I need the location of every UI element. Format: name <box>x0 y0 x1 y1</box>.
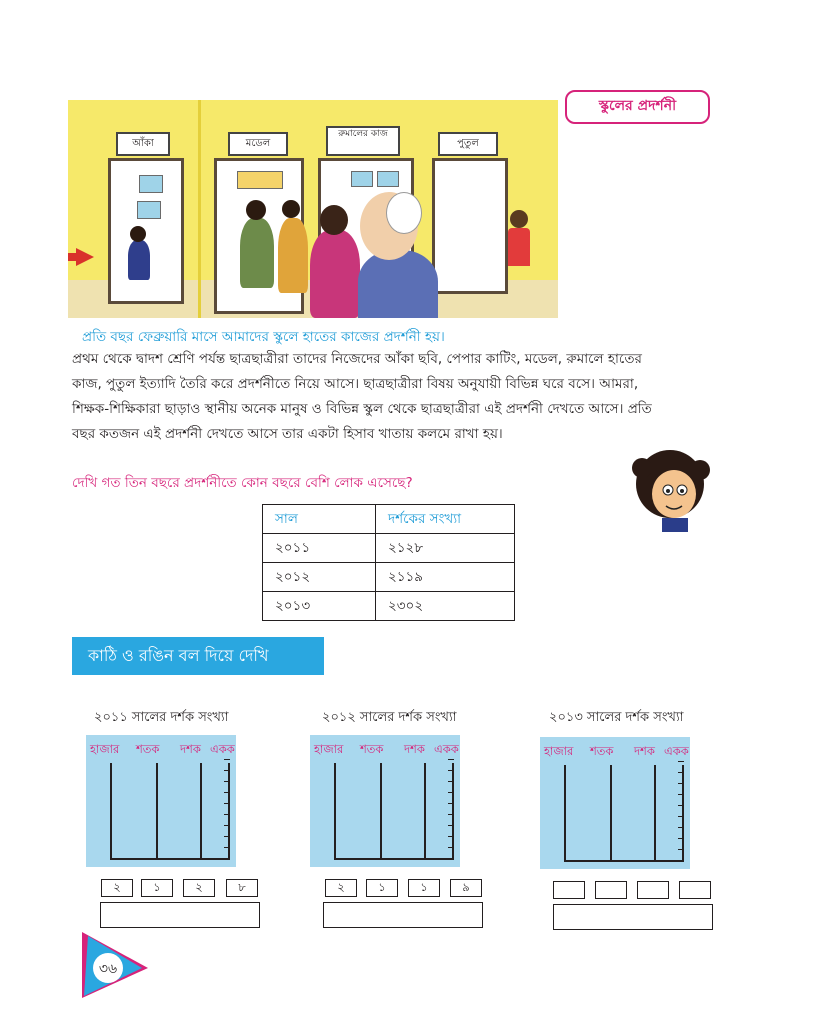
scale-ticks <box>448 759 454 851</box>
label-tens: দশক <box>404 742 425 756</box>
description-paragraph <box>72 347 772 447</box>
label-hundreds: শতক <box>590 744 614 758</box>
arrow-icon <box>76 248 94 266</box>
digit-box[interactable] <box>679 881 711 899</box>
abacus-rod <box>110 763 112 858</box>
digit-box[interactable]: ২ <box>325 879 357 897</box>
paragraph-line: বছর কতজন এই প্রদর্শনী দেখতে আসে তার একটা হিসাব খাতায় কলমে রাখা হয়। <box>72 426 503 442</box>
paragraph-line: কাজ, পুতুল ইত্যাদি তৈরি করে প্রদর্শনীতে নিয়ে আসে। ছাত্রছাত্রীরা বিষয় অনুযায়ী বিভিন্ন ঘরে বসে। আমরা, <box>72 376 639 392</box>
digit-box[interactable] <box>553 881 585 899</box>
abacus-rod <box>424 763 426 858</box>
label-tens: দশক <box>634 744 655 758</box>
table-row <box>263 534 515 563</box>
abacus-rod <box>654 765 656 860</box>
digit-box[interactable]: ১ <box>408 879 440 897</box>
answer-box[interactable] <box>100 902 260 928</box>
abacus-base <box>564 860 684 862</box>
label-hundreds: শতক <box>360 742 384 756</box>
label-ones: একক <box>664 744 689 758</box>
answer-box[interactable] <box>323 902 483 928</box>
abacus-rod <box>564 765 566 860</box>
table-header-row <box>263 505 515 534</box>
abacus-panel <box>86 735 236 867</box>
panel-title: ২০১১ সালের দর্শক সংখ্যা <box>94 710 229 725</box>
cell-year: ২০১১ <box>263 534 376 563</box>
panel-title: ২০১২ সালের দর্শক সংখ্যা <box>322 710 457 725</box>
digit-box[interactable]: ১ <box>366 879 398 897</box>
abacus-rod <box>334 763 336 858</box>
label-ones: একক <box>210 742 235 756</box>
abacus-base <box>334 858 454 860</box>
topic-badge: স্কুলের প্রদর্শনী <box>565 90 710 124</box>
abacus-rod <box>610 765 612 860</box>
sign-doll: পুতুল <box>438 132 498 156</box>
table-row <box>263 563 515 592</box>
scale-ticks <box>678 761 684 853</box>
sign-handkerchief: রুমালের কাজ <box>326 126 400 156</box>
page-number-badge <box>80 930 150 1000</box>
label-tens: দশক <box>180 742 201 756</box>
digit-box[interactable]: ৯ <box>450 879 482 897</box>
cell-visitors: ২৩০২ <box>376 592 515 621</box>
paragraph-line: প্রথম থেকে দ্বাদশ শ্রেণি পর্যন্ত ছাত্রছাত্রীরা তাদের নিজেদের আঁকা ছবি, পেপার কাটিং, মডেল, রুমালে হাতের <box>72 351 642 367</box>
intro-sentence: প্রতি বছর ফেব্রুয়ারি মাসে আমাদের স্কুলে হাতের কাজের প্রদর্শনী হয়। <box>82 329 445 345</box>
curly-hair-kid-icon <box>622 446 718 532</box>
label-hundreds: শতক <box>136 742 160 756</box>
sign-drawing: আঁকা <box>116 132 170 156</box>
digit-box[interactable]: ১ <box>141 879 173 897</box>
cell-visitors: ২১২৮ <box>376 534 515 563</box>
paragraph-line: শিক্ষক-শিক্ষিকারা ছাড়াও স্থানীয় অনেক মানুষ ও বিভিন্ন স্কুল থেকে ছাত্রছাত্রীরা এই প্রদর্শনী দেখতে আসে। প্রতি <box>72 401 652 417</box>
abacus-panel <box>540 737 690 869</box>
exhibition-illustration <box>68 100 558 318</box>
table-row <box>263 592 515 621</box>
cell-year: ২০১৩ <box>263 592 376 621</box>
abacus-rod <box>200 763 202 858</box>
digit-box[interactable]: ২ <box>183 879 215 897</box>
abacus-panel <box>310 735 460 867</box>
abacus-base <box>110 858 230 860</box>
panel-title: ২০১৩ সালের দর্শক সংখ্যা <box>549 710 684 725</box>
label-ones: একক <box>434 742 459 756</box>
label-thousands: হাজার <box>314 742 344 756</box>
header-year: সাল <box>263 505 376 534</box>
header-visitors: দর্শকের সংখ্যা <box>376 505 515 534</box>
scale-ticks <box>224 759 230 851</box>
label-thousands: হাজার <box>544 744 574 758</box>
abacus-rod <box>156 763 158 858</box>
visitor-table <box>262 504 515 621</box>
label-thousands: হাজার <box>90 742 120 756</box>
digit-box[interactable] <box>595 881 627 899</box>
page-number: ৩৬ <box>98 961 118 977</box>
cell-visitors: ২১১৯ <box>376 563 515 592</box>
section-header: কাঠি ও রঙিন বল দিয়ে দেখি <box>72 637 324 675</box>
sign-model: মডেল <box>228 132 288 156</box>
digit-box[interactable]: ৮ <box>226 879 258 897</box>
digit-box[interactable]: ২ <box>101 879 133 897</box>
digit-box[interactable] <box>637 881 669 899</box>
abacus-rod <box>380 763 382 858</box>
question-text: দেখি গত তিন বছরে প্রদর্শনীতে কোন বছরে বেশি লোক এসেছে? <box>72 475 413 491</box>
answer-box[interactable] <box>553 904 713 930</box>
cell-year: ২০১২ <box>263 563 376 592</box>
